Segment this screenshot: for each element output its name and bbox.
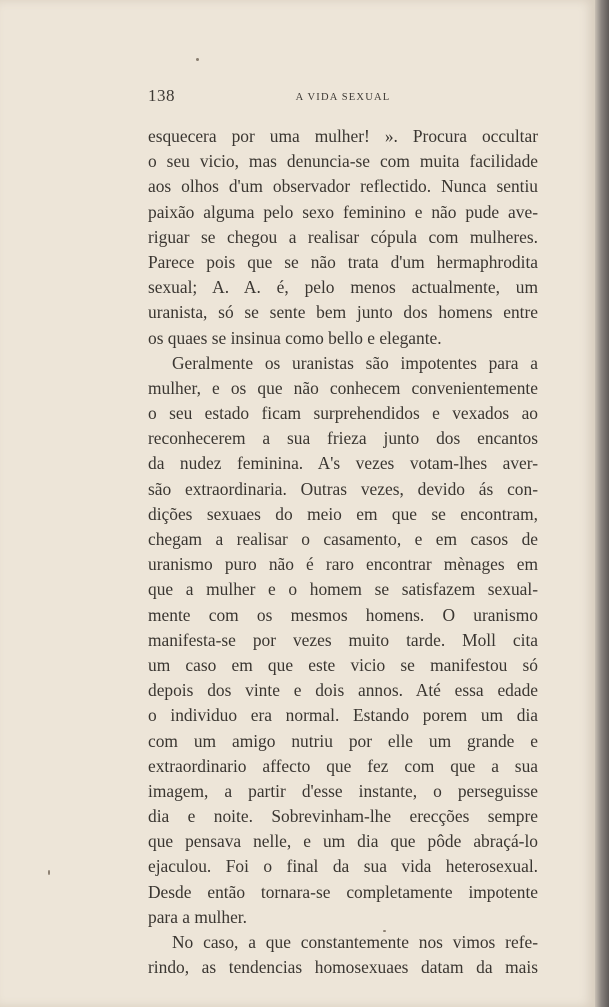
text-line: depois dos vinte e dois annos. Até essa edade	[148, 680, 538, 701]
text-line: com um amigo nutriu por elle um grande e	[148, 730, 538, 751]
page-edge	[595, 0, 609, 1007]
text-line: paixão alguma pelo sexo feminino e não pude ave-	[148, 201, 538, 222]
text-line: sexual; A. A. é, pelo menos actualmente, um	[148, 277, 538, 298]
text-line: para a mulher.	[148, 906, 247, 927]
text-line: dições sexuaes do meio em que se encontram,	[148, 503, 538, 524]
text-line: ejaculou. Foi o final da sua vida heterosexual.	[148, 856, 538, 877]
text-line: uranismo puro não é raro encontrar mènages em	[148, 554, 538, 575]
page-number: 138	[148, 86, 175, 105]
paper-speck	[383, 930, 386, 932]
text-line: rindo, as tendencias homosexuaes datam da mais	[148, 957, 538, 978]
text-line: aos olhos d'um observador reflectido. Nunca sentiu	[148, 176, 538, 197]
paper-speck	[196, 58, 199, 61]
paper-speck	[48, 870, 50, 875]
text-line: os quaes se insinua como bello e elegante.	[148, 327, 442, 348]
text-line: um caso em que este vicio se manifestou só	[148, 654, 538, 675]
text-line: Geralmente os uranistas são impotentes para a	[172, 352, 538, 373]
text-line: uranista, só se sente bem junto dos homens entre	[148, 302, 538, 323]
text-line: o individuo era normal. Estando porem um dia	[148, 705, 538, 726]
text-line: riguar se chegou a realisar cópula com mulheres.	[148, 226, 538, 247]
running-title: A VIDA SEXUAL	[295, 92, 391, 103]
text-line: o seu estado ficam surprehendidos e vexados ao	[148, 403, 538, 424]
text-line: são extraordinaria. Outras vezes, devido ás con-	[148, 478, 538, 499]
text-line: mente com os mesmos homens. O uranismo	[148, 604, 538, 625]
text-line: mulher, e os que não conhecem convenientemente	[148, 377, 538, 398]
text-line: reconhecerem a sua frieza junto dos encantos	[148, 428, 538, 449]
text-line: extraordinario affecto que fez com que a sua	[148, 755, 538, 776]
text-line: da nudez feminina. A's vezes votam-lhes aver-	[148, 453, 538, 474]
text-line: o seu vicio, mas denuncia-se com muita facilidade	[148, 151, 538, 172]
text-line: que pensava nelle, e um dia que pôde abraçá-lo	[148, 831, 538, 852]
text-line: imagem, a partir d'esse instante, o perseguisse	[148, 780, 538, 801]
text-line: manifesta-se por vezes muito tarde. Moll cita	[148, 629, 538, 650]
text-line: dia e noite. Sobrevinham-lhe erecções sempre	[148, 806, 538, 827]
text-line: Desde então tornara-se completamente impotente	[148, 881, 538, 902]
text-line: esquecera por uma mulher! ». Procura occultar	[148, 126, 538, 146]
text-line: No caso, a que constantemente nos vimos refe-	[172, 932, 538, 952]
text-line: chegam a realisar o casamento, e em casos de	[148, 529, 538, 549]
text-line: que a mulher e o homem se satisfazem sexual-	[148, 579, 538, 600]
text-line: Parece pois que se não trata d'um hermaphrodita	[148, 251, 538, 272]
body-text	[148, 124, 538, 980]
page-header	[148, 86, 538, 110]
